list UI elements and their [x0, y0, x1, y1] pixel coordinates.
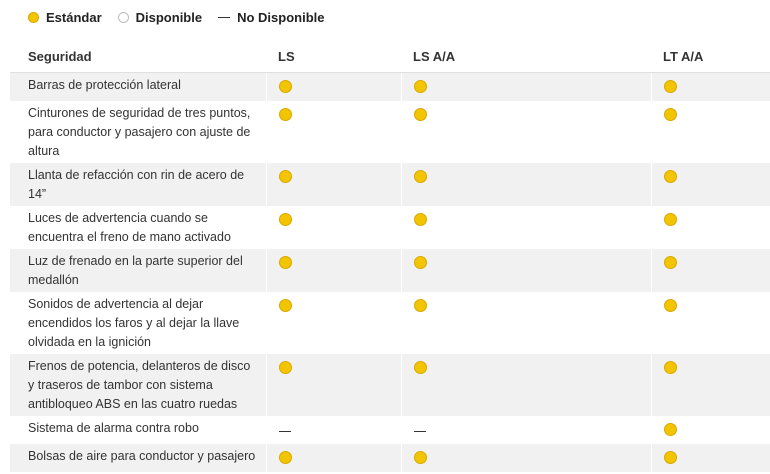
standard-dot-icon [279, 451, 292, 464]
trim-cell-ls [266, 354, 401, 416]
unavailable-dash-icon [414, 431, 426, 432]
standard-dot-icon [664, 361, 677, 374]
standard-dot-icon [664, 213, 677, 226]
standard-dot-icon [664, 299, 677, 312]
unavailable-dash-icon [279, 431, 291, 432]
standard-dot-icon [279, 213, 292, 226]
available-dot-icon [118, 12, 129, 23]
trim-cell-ls [266, 163, 401, 206]
trim-cell-lsaa [401, 101, 651, 163]
feature-cell: Frenos de potencia, delanteros de disco y traseros de tambor con sistema antibloqueo ABS en las cuatro ruedas [10, 354, 266, 416]
header-lt-aa: LT A/A [651, 44, 770, 73]
standard-dot-icon [279, 108, 292, 121]
trim-cell-lsaa [401, 163, 651, 206]
table-row [10, 101, 770, 163]
standard-dot-icon [414, 213, 427, 226]
trim-cell-ls [266, 249, 401, 292]
feature-cell: Llanta de refacción con rin de acero de 14” [10, 163, 266, 206]
legend [28, 8, 340, 26]
legend-available-label: Disponible [135, 9, 203, 25]
legend-unavailable [218, 10, 324, 25]
legend-standard-label: Estándar [46, 9, 102, 25]
standard-dot-icon [279, 256, 292, 269]
trim-cell-ltaa [651, 73, 770, 101]
table-row [10, 73, 770, 101]
trim-cell-lsaa [401, 292, 651, 354]
table-row [10, 416, 770, 444]
feature-cell: Cinturones de seguridad de tres puntos, para conductor y pasajero con ajuste de altura [10, 101, 266, 163]
standard-dot-icon [279, 80, 292, 93]
trim-cell-ls [266, 292, 401, 354]
header-ls: LS [266, 44, 401, 73]
unavailable-dash-icon [218, 17, 230, 18]
trim-cell-lsaa [401, 416, 651, 444]
feature-cell: Barras de protección lateral [10, 73, 266, 101]
trim-cell-lsaa [401, 249, 651, 292]
trim-cell-ltaa [651, 292, 770, 354]
standard-dot-icon [664, 423, 677, 436]
header-feature: Seguridad [10, 44, 266, 73]
trim-cell-ls [266, 416, 401, 444]
standard-dot-icon [414, 361, 427, 374]
standard-dot-icon [414, 108, 427, 121]
trim-cell-lsaa [401, 73, 651, 101]
feature-cell: Luz de frenado en la parte superior del medallón [10, 249, 266, 292]
safety-spec-table [10, 44, 770, 472]
table-row [10, 206, 770, 249]
trim-cell-lsaa [401, 444, 651, 472]
feature-cell: Sonidos de advertencia al dejar encendidos los faros y al dejar la llave olvidada en la ignición [10, 292, 266, 354]
trim-cell-ltaa [651, 444, 770, 472]
legend-available [118, 10, 202, 25]
standard-dot-icon [414, 299, 427, 312]
standard-dot-icon [664, 170, 677, 183]
standard-dot-icon [279, 299, 292, 312]
trim-cell-lsaa [401, 206, 651, 249]
table-row [10, 249, 770, 292]
trim-cell-ltaa [651, 354, 770, 416]
table-row [10, 354, 770, 416]
trim-cell-ls [266, 101, 401, 163]
standard-dot-icon [414, 451, 427, 464]
table-row [10, 163, 770, 206]
standard-dot-icon [28, 12, 39, 23]
standard-dot-icon [664, 80, 677, 93]
table-row [10, 292, 770, 354]
feature-cell: Sistema de alarma contra robo [10, 416, 266, 444]
trim-cell-ltaa [651, 206, 770, 249]
feature-cell: Luces de advertencia cuando se encuentra el freno de mano activado [10, 206, 266, 249]
legend-unavailable-label: No Disponible [237, 9, 325, 25]
table-row [10, 444, 770, 472]
standard-dot-icon [414, 170, 427, 183]
table-header-row [10, 44, 770, 73]
standard-dot-icon [414, 256, 427, 269]
legend-standard [28, 10, 102, 25]
standard-dot-icon [279, 361, 292, 374]
trim-cell-ls [266, 206, 401, 249]
trim-cell-ls [266, 444, 401, 472]
table-body [10, 73, 770, 472]
standard-dot-icon [414, 80, 427, 93]
standard-dot-icon [664, 451, 677, 464]
trim-cell-lsaa [401, 354, 651, 416]
trim-cell-ls [266, 73, 401, 101]
standard-dot-icon [279, 170, 292, 183]
header-ls-aa: LS A/A [401, 44, 651, 73]
trim-cell-ltaa [651, 249, 770, 292]
trim-cell-ltaa [651, 416, 770, 444]
feature-cell: Bolsas de aire para conductor y pasajero [10, 444, 266, 472]
standard-dot-icon [664, 108, 677, 121]
trim-cell-ltaa [651, 101, 770, 163]
trim-cell-ltaa [651, 163, 770, 206]
standard-dot-icon [664, 256, 677, 269]
